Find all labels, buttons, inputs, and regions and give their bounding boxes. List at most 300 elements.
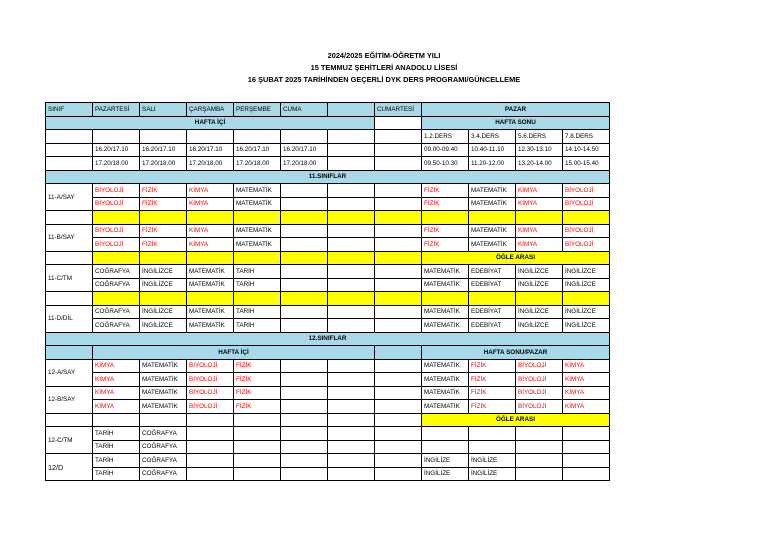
class-12a: 12-A/SAY <box>46 359 93 386</box>
subject-cell: FİZİK <box>234 359 281 373</box>
table-row <box>46 427 610 441</box>
table-row <box>46 116 610 130</box>
subject-cell: MATEMATİK <box>469 197 516 211</box>
subject-cell: FİZİK <box>140 184 187 198</box>
subject-cell: MATEMATİK <box>469 224 516 238</box>
subject-cell: MATEMATİK <box>140 373 187 387</box>
empty-cell <box>375 265 422 279</box>
empty-cell <box>234 427 281 441</box>
empty-cell <box>328 373 375 387</box>
empty-cell <box>375 211 422 225</box>
subject-cell: BİYOLOJİ <box>93 197 140 211</box>
empty-cell <box>281 265 328 279</box>
subject-cell: FİZİK <box>422 184 469 198</box>
empty-cell <box>140 251 187 265</box>
class-12b: 12-B/SAY <box>46 386 93 413</box>
subject-cell: KİMYA <box>93 400 140 414</box>
empty-cell <box>375 305 422 319</box>
subject-cell: MATEMATİK <box>234 224 281 238</box>
subject-cell: BİYOLOJİ <box>516 400 563 414</box>
empty-cell <box>422 427 469 441</box>
subject-cell: KİMYA <box>563 359 610 373</box>
empty-cell <box>281 373 328 387</box>
empty-cell <box>375 359 422 373</box>
empty-cell <box>422 292 469 306</box>
empty-cell <box>516 211 563 225</box>
empty-cell <box>375 238 422 252</box>
table-row <box>46 224 610 238</box>
empty-cell <box>281 197 328 211</box>
empty-cell <box>281 400 328 414</box>
table-row <box>46 373 610 387</box>
empty-cell <box>375 224 422 238</box>
header-persembe: PERŞEMBE <box>234 103 281 117</box>
subject-cell: COĞRAFYA <box>140 467 187 481</box>
table-row <box>46 319 610 333</box>
subject-cell: MATEMATİK <box>140 386 187 400</box>
subject-cell: MATEMATİK <box>422 305 469 319</box>
empty-cell <box>187 211 234 225</box>
empty-cell <box>375 292 422 306</box>
time-cell: 16.20/17.10 <box>234 143 281 157</box>
subject-cell: EDEBİYAT <box>469 265 516 279</box>
time-cell: 16.20/17.10 <box>93 143 140 157</box>
empty-cell <box>281 467 328 481</box>
empty-cell <box>281 359 328 373</box>
separator-row <box>46 211 610 225</box>
subject-cell: FİZİK <box>469 359 516 373</box>
dyk-schedule-table <box>45 102 610 481</box>
empty-cell <box>281 319 328 333</box>
subject-cell: FİZİK <box>422 224 469 238</box>
subject-cell: BİYOLOJİ <box>93 238 140 252</box>
header-cuma: CUMA <box>281 103 328 117</box>
subject-cell: MATEMATİK <box>422 359 469 373</box>
subject-cell: COĞRAFYA <box>140 454 187 468</box>
empty-cell <box>281 278 328 292</box>
subject-cell: MATEMATİK <box>140 400 187 414</box>
empty-cell <box>234 413 281 427</box>
subject-cell: TARİH <box>234 265 281 279</box>
empty-cell <box>187 427 234 441</box>
label-hafta-sonu: HAFTA SONU <box>422 116 610 130</box>
subject-cell: KİMYA <box>516 238 563 252</box>
subject-cell: TARİH <box>234 319 281 333</box>
time-cell: 09.00-09.40 <box>422 143 469 157</box>
empty-cell <box>328 359 375 373</box>
empty-cell <box>328 238 375 252</box>
empty-cell <box>281 184 328 198</box>
empty-cell <box>328 197 375 211</box>
empty-cell <box>93 292 140 306</box>
empty-cell <box>375 157 422 171</box>
subject-cell: MATEMATİK <box>187 305 234 319</box>
subject-cell: MATEMATİK <box>422 373 469 387</box>
empty-cell <box>375 251 422 265</box>
time-cell: 17.20/18.00 <box>281 157 328 171</box>
subject-cell: COĞRAFYA <box>93 265 140 279</box>
subject-cell: İNGİLİZE <box>469 467 516 481</box>
empty-cell <box>46 346 93 360</box>
label-hafta-ici-12: HAFTA İÇİ <box>93 346 375 360</box>
empty-cell <box>516 292 563 306</box>
subject-cell: EDEBİYAT <box>469 319 516 333</box>
table-row <box>46 346 610 360</box>
subject-cell: TARİH <box>93 467 140 481</box>
empty-cell <box>234 251 281 265</box>
empty-cell <box>281 251 328 265</box>
table-row <box>46 467 610 481</box>
empty-cell <box>375 197 422 211</box>
empty-cell <box>328 400 375 414</box>
empty-cell <box>281 238 328 252</box>
time-cell: 13.20-14.00 <box>516 157 563 171</box>
table-row <box>46 184 610 198</box>
empty-cell <box>187 467 234 481</box>
empty-cell <box>234 440 281 454</box>
table-row <box>46 454 610 468</box>
subject-cell: BİYOLOJİ <box>563 197 610 211</box>
subject-cell: İNGİLİZCE <box>140 305 187 319</box>
empty-cell <box>516 454 563 468</box>
subject-cell: TARİH <box>93 427 140 441</box>
empty-cell <box>328 251 375 265</box>
subject-cell: KİMYA <box>187 238 234 252</box>
empty-cell <box>234 130 281 144</box>
empty-cell <box>563 467 610 481</box>
subject-cell: KİMYA <box>516 184 563 198</box>
subject-cell: FİZİK <box>234 373 281 387</box>
empty-cell <box>187 130 234 144</box>
subject-cell: COĞRAFYA <box>93 278 140 292</box>
class-11d: 11-D/DİL <box>46 305 93 332</box>
empty-cell <box>46 413 93 427</box>
subject-cell: MATEMATİK <box>234 184 281 198</box>
empty-cell <box>375 386 422 400</box>
title-year: 2024/2025 EĞİTİM-ÖĞRETM YILI <box>327 51 441 60</box>
header-sali: SALI <box>140 103 187 117</box>
empty-cell <box>281 130 328 144</box>
subject-cell: BİYOLOJİ <box>93 184 140 198</box>
empty-cell <box>234 467 281 481</box>
subject-cell: KİMYA <box>187 184 234 198</box>
table-row <box>46 265 610 279</box>
table-row <box>46 157 610 171</box>
subject-cell: FİZİK <box>422 238 469 252</box>
empty-cell <box>516 440 563 454</box>
empty-cell <box>140 211 187 225</box>
table-row <box>46 440 610 454</box>
subject-cell: İNGİLİZCE <box>516 319 563 333</box>
slot-4: 7.8.DERS <box>563 130 610 144</box>
subject-cell: İNGİLİZCE <box>516 265 563 279</box>
empty-cell <box>328 265 375 279</box>
class-11c: 11-C/TM <box>46 265 93 292</box>
subject-cell: MATEMATİK <box>469 238 516 252</box>
empty-cell <box>281 224 328 238</box>
subject-cell: MATEMATİK <box>187 278 234 292</box>
subject-cell: KİMYA <box>516 224 563 238</box>
subject-cell: KİMYA <box>516 197 563 211</box>
class-11b: 11-B/SAY <box>46 224 93 251</box>
subject-cell: FİZİK <box>469 373 516 387</box>
subject-cell: FİZİK <box>140 224 187 238</box>
empty-cell <box>563 440 610 454</box>
subject-cell: KİMYA <box>563 400 610 414</box>
empty-cell <box>281 440 328 454</box>
table-row <box>46 278 610 292</box>
empty-cell <box>375 440 422 454</box>
subject-cell: BİYOLOJİ <box>187 386 234 400</box>
subject-cell: TARİH <box>93 440 140 454</box>
empty-cell <box>187 292 234 306</box>
empty-cell <box>422 440 469 454</box>
time-cell: 17.20/18.00 <box>234 157 281 171</box>
subject-cell: İNGİLİZCE <box>140 265 187 279</box>
time-cell: 16.20/17.10 <box>281 143 328 157</box>
empty-cell <box>281 427 328 441</box>
empty-cell <box>328 386 375 400</box>
subject-cell: FİZİK <box>469 386 516 400</box>
subject-cell: MATEMATİK <box>422 319 469 333</box>
label-hafta-sonu-pazar: HAFTA SONU/PAZAR <box>422 346 610 360</box>
empty-cell <box>46 292 93 306</box>
section-12-siniflar: 12.SINIFLAR <box>46 332 610 346</box>
empty-cell <box>140 292 187 306</box>
empty-cell <box>375 467 422 481</box>
section-11-siniflar: 11.SINIFLAR <box>46 170 610 184</box>
empty-cell <box>563 454 610 468</box>
subject-cell: BİYOLOJİ <box>516 373 563 387</box>
empty-cell <box>328 440 375 454</box>
time-cell: 17.20/18.00 <box>93 157 140 171</box>
empty-cell <box>46 211 93 225</box>
time-cell: 11.20-12.00 <box>469 157 516 171</box>
time-cell: 17.20/18.00 <box>187 157 234 171</box>
empty-cell <box>375 143 422 157</box>
empty-cell <box>234 211 281 225</box>
empty-cell <box>469 292 516 306</box>
subject-cell: MATEMATİK <box>187 265 234 279</box>
slot-3: 5.6.DERS <box>516 130 563 144</box>
empty-cell <box>563 292 610 306</box>
empty-cell <box>281 292 328 306</box>
time-cell: 09.50-10.30 <box>422 157 469 171</box>
empty-cell <box>328 130 375 144</box>
table-row <box>46 197 610 211</box>
empty-cell <box>516 467 563 481</box>
subject-cell: MATEMATİK <box>469 184 516 198</box>
subject-cell: COĞRAFYA <box>140 440 187 454</box>
subject-cell: KİMYA <box>93 386 140 400</box>
subject-cell: FİZİK <box>234 386 281 400</box>
empty-cell <box>187 251 234 265</box>
empty-cell <box>328 427 375 441</box>
subject-cell: İNGİLİZCE <box>140 319 187 333</box>
empty-cell <box>469 211 516 225</box>
empty-cell <box>328 292 375 306</box>
empty-cell <box>328 224 375 238</box>
subject-cell: BİYOLOJİ <box>563 184 610 198</box>
subject-cell: BİYOLOJİ <box>187 373 234 387</box>
empty-cell <box>375 454 422 468</box>
ogle-arasi-label-12: ÖĞLE ARASI <box>422 413 610 427</box>
time-cell: 16.20/17.10 <box>140 143 187 157</box>
subject-cell: EDEBİYAT <box>469 278 516 292</box>
empty-cell <box>375 116 422 130</box>
empty-cell <box>375 319 422 333</box>
subject-cell: BİYOLOJİ <box>563 238 610 252</box>
subject-cell: FİZİK <box>234 400 281 414</box>
subject-cell: BİYOLOJİ <box>563 224 610 238</box>
empty-cell <box>46 130 93 144</box>
empty-cell <box>328 467 375 481</box>
empty-cell <box>328 319 375 333</box>
empty-cell <box>46 251 93 265</box>
header-cumartesi: CUMARTESİ <box>375 103 422 117</box>
title-school: 15 TEMMUZ ŞEHİTLERİ ANADOLU LİSESİ <box>310 63 458 72</box>
slot-1: 1.2.DERS <box>422 130 469 144</box>
empty-cell <box>93 251 140 265</box>
subject-cell: İNGİLİZCE <box>516 278 563 292</box>
empty-cell <box>516 427 563 441</box>
subject-cell: TARİH <box>234 278 281 292</box>
subject-cell: FİZİK <box>140 197 187 211</box>
subject-cell: KİMYA <box>93 359 140 373</box>
subject-cell: MATEMATİK <box>422 400 469 414</box>
empty-cell <box>281 413 328 427</box>
empty-cell <box>234 292 281 306</box>
empty-cell <box>281 211 328 225</box>
subject-cell: BİYOLOJİ <box>516 386 563 400</box>
subject-cell: BİYOLOJİ <box>187 400 234 414</box>
subject-cell: MATEMATİK <box>234 197 281 211</box>
empty-cell <box>140 413 187 427</box>
header-sinif: SINIF <box>46 103 93 117</box>
empty-cell <box>563 211 610 225</box>
time-cell: 12.30-13.10 <box>516 143 563 157</box>
table-row <box>46 238 610 252</box>
table-row <box>46 130 610 144</box>
subject-cell: FİZİK <box>140 238 187 252</box>
table-header-row <box>46 103 610 117</box>
subject-cell: KİMYA <box>93 373 140 387</box>
subject-cell: KİMYA <box>563 373 610 387</box>
empty-cell <box>328 305 375 319</box>
subject-cell: KİMYA <box>187 224 234 238</box>
empty-cell <box>375 427 422 441</box>
subject-cell: BİYOLOJİ <box>516 359 563 373</box>
ogle-arasi-label: ÖĞLE ARASI <box>422 251 610 265</box>
empty-cell <box>469 440 516 454</box>
slot-2: 3.4.DERS <box>469 130 516 144</box>
subject-cell: MATEMATİK <box>140 359 187 373</box>
empty-cell <box>328 413 375 427</box>
header-pazartesi: PAZARTESİ <box>93 103 140 117</box>
subject-cell: İNGİLİZCE <box>563 265 610 279</box>
empty-cell <box>375 278 422 292</box>
subject-cell: MATEMATİK <box>234 238 281 252</box>
table-row <box>46 251 610 265</box>
empty-cell <box>328 211 375 225</box>
empty-cell <box>234 454 281 468</box>
subject-cell: İNGİLİZE <box>422 454 469 468</box>
subject-cell: TARİH <box>234 305 281 319</box>
time-cell: 14.10-14.50 <box>563 143 610 157</box>
empty-cell <box>93 211 140 225</box>
header-empty <box>328 103 375 117</box>
empty-cell <box>328 454 375 468</box>
empty-cell <box>46 143 93 157</box>
subject-cell: COĞRAFYA <box>93 305 140 319</box>
subject-cell: MATEMATİK <box>187 319 234 333</box>
empty-cell <box>375 130 422 144</box>
title-program: 16 ŞUBAT 2025 TARİHİNDEN GEÇERLİ DYK DERS PROGRAMI/GÜNCELLEME <box>247 75 521 84</box>
subject-cell: MATEMATİK <box>422 386 469 400</box>
label-hafta-ici: HAFTA İÇİ <box>46 116 375 130</box>
empty-cell <box>328 184 375 198</box>
subject-cell: İNGİLİZE <box>422 467 469 481</box>
header-carsamba: ÇARŞAMBA <box>187 103 234 117</box>
empty-cell <box>375 373 422 387</box>
subject-cell: İNGİLİZE <box>469 454 516 468</box>
subject-cell: COĞRAFYA <box>140 427 187 441</box>
table-row <box>46 305 610 319</box>
document-title-block <box>0 50 768 86</box>
empty-cell <box>375 184 422 198</box>
empty-cell <box>375 413 422 427</box>
section-row-11 <box>46 170 610 184</box>
empty-cell <box>93 413 140 427</box>
empty-cell <box>46 157 93 171</box>
separator-row <box>46 292 610 306</box>
empty-cell <box>93 130 140 144</box>
subject-cell: MATEMATİK <box>422 278 469 292</box>
empty-cell <box>281 386 328 400</box>
subject-cell: TARİH <box>93 454 140 468</box>
section-row-12 <box>46 332 610 346</box>
empty-cell <box>375 346 422 360</box>
subject-cell: KİMYA <box>563 386 610 400</box>
subject-cell: FİZİK <box>422 197 469 211</box>
header-pazar: PAZAR <box>422 103 610 117</box>
subject-cell: FİZİK <box>469 400 516 414</box>
empty-cell <box>328 278 375 292</box>
empty-cell <box>422 211 469 225</box>
table-row <box>46 359 610 373</box>
subject-cell: MATEMATİK <box>422 265 469 279</box>
empty-cell <box>187 413 234 427</box>
empty-cell <box>375 400 422 414</box>
subject-cell: İNGİLİZCE <box>516 305 563 319</box>
table-row <box>46 386 610 400</box>
class-12c: 12-C/TM <box>46 427 93 454</box>
time-cell: 16.20/17.10 <box>187 143 234 157</box>
empty-cell <box>563 427 610 441</box>
subject-cell: İNGİLİZCE <box>563 305 610 319</box>
empty-cell <box>187 440 234 454</box>
time-cell: 15.00-15.40 <box>563 157 610 171</box>
class-12d: 12/D <box>46 454 93 481</box>
time-cell: 17.20/18.00 <box>140 157 187 171</box>
table-row <box>46 413 610 427</box>
subject-cell: İNGİLİZCE <box>140 278 187 292</box>
class-11a: 11-A/SAY <box>46 184 93 211</box>
table-row <box>46 400 610 414</box>
empty-cell <box>140 130 187 144</box>
empty-cell <box>328 157 375 171</box>
subject-cell: BİYOLOJİ <box>93 224 140 238</box>
